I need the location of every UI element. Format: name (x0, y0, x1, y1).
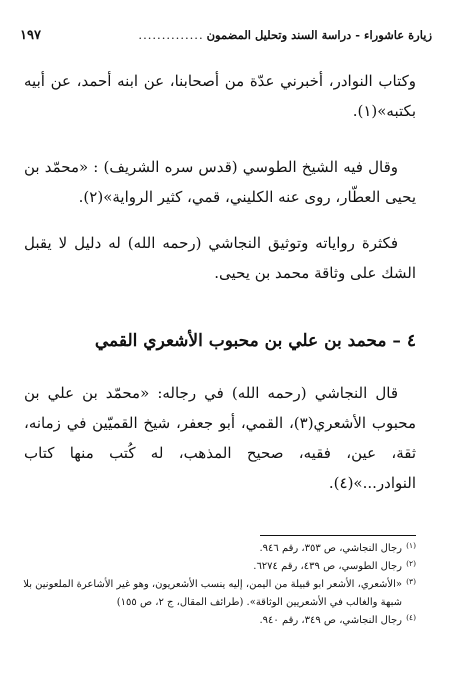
paragraph-1: وكتاب النوادر، أخبرني عدّة من أصحابنا، عن ابنه أحمد، عن أبيه بكتبه»(١). (24, 72, 416, 120)
running-title: زيارة عاشوراء - دراسة السند وتحليل المضمون (206, 28, 432, 42)
footnote-marker: (١) (406, 541, 416, 550)
footnote-text: «الأشعري، الأشعر ابو قبيلة من اليمن، إليه ينسب الأشعريون، وهو غير الأشاعرة الملعونين بلا شبهة والغالب في الأشعريين الوثاقة». (طرائف المقال، ج ٢، ص ١٥٥) (23, 579, 402, 608)
footnote-text: رجال النجاشي، ص ٣٤٩، رقم ٩٤٠. (259, 615, 402, 626)
footnote-marker: (٣) (406, 577, 416, 586)
footnote-3 (22, 576, 416, 612)
footnote-marker: (٤) (406, 613, 416, 622)
paragraph-4: قال النجاشي (رحمه الله) في رجاله: «محمّد بن علي بن محبوب الأشعري(٣)، القمي، أبو جعفر، شيخ القميّين في زمانه، ثقة، عين، فقيه، صحيح المذهب، له كُتب منها كتاب النوادر...»(٤). (24, 384, 416, 492)
section-heading: ٤ – محمد بن علي بن محبوب الأشعري القمي (94, 331, 416, 351)
footnote-2 (22, 558, 416, 576)
paragraph-2: وقال فيه الشيخ الطوسي (قدس سره الشريف) : «محمّد بن يحيى العطّار، روى عنه الكليني، قمي، كثير الرواية»(٢). (24, 158, 416, 206)
header-leader-dots: .............. (138, 28, 204, 42)
footnotes (22, 540, 416, 630)
page-number: ١٩٧ (20, 27, 41, 43)
footnote-1 (22, 540, 416, 558)
footnote-text: رجال الطوسي، ص ٤٣٩، رقم ٦٢٧٤. (253, 561, 402, 572)
footnote-text: رجال النجاشي، ص ٣٥٣، رقم ٩٤٦. (259, 543, 402, 554)
footnote-4 (22, 612, 416, 630)
paragraph-3: فكثرة رواياته وتوثيق النجاشي (رحمه الله) له دليل لا يقبل الشك على وثاقة محمد بن يحيى. (24, 234, 416, 282)
running-header (20, 24, 432, 46)
footnote-separator (260, 535, 416, 536)
footnote-marker: (٢) (406, 559, 416, 568)
